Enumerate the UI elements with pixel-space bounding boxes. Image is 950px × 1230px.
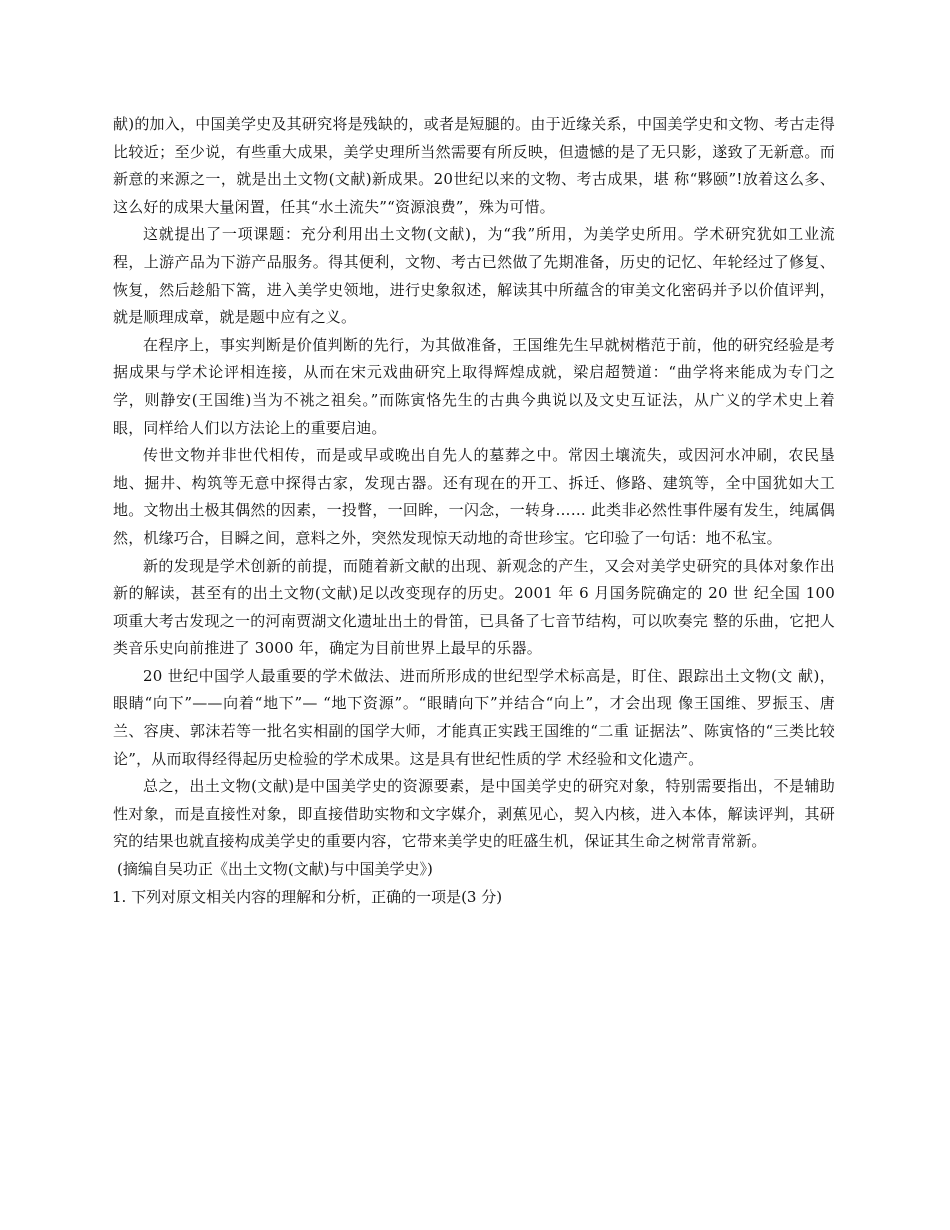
paragraph-4: 传世文物并非世代相传，而是或早或晚出自先人的墓葬之中。常因土壤流失，或因河水冲刷，农民垦地、掘井、构筑等无意中探得古家，发现古器。还有现在的开工、拆迁、修路、建筑等，全中国犹如大工地。文物出土极其偶然的因素，一投瞥，一回眸，一闪念，一转身…… 此类非必然性事件屡有发生，纯属偶然，机缘巧合，目瞬之间，意料之外，突然发现惊天动地的奇世珍宝。它印验了一句话：地不私宝。: [113, 446, 835, 547]
question-1: 1. 下列对原文相关内容的理解和分析，正确的一项是(3 分): [112, 887, 503, 906]
paragraph-1: 献)的加入，中国美学史及其研究将是残缺的，或者是短腿的。由于近缘关系，中国美学史和文物、考古走得比较近；至少说，有些重大成果，美学史理所当然需要有所反映，但遗憾的是了无只影，遂致了无新意。而新意的来源之一，就是出土文物(文献)新成果。20世纪以来的文物、考古成果，堪 称“夥颐”!放着这么多、这么好的成果大量闲置，任其“水土流失”“资源浪费”，殊为可惜。: [113, 115, 835, 216]
paragraph-2: 这就提出了一项课题：充分利用出土文物(文献)，为“我”所用，为美学史所用。学术研究犹如工业流程，上游产品为下游产品服务。得其便利，文物、考古已然做了先期准备，历史的记忆、年轮经过了修复、恢复，然后趁船下篙，进入美学史领地，进行史象叙述，解读其中所蕴含的审美文化密码并予以价值评判，就是顺理成章，就是题中应有之义。: [113, 225, 835, 327]
paragraph-7: 总之，出土文物(文献)是中国美学史的资源要素，是中国美学史的研究对象，特别需要指出，不是辅助性对象，而是直接性对象，即直接借助实物和文字媒介，剥蕉见心，契入内核，进入本体，解读评判，其研究的结果也就直接构成美学史的重要内容，它带来美学史的旺盛生机，保证其生命之树常青常新。: [113, 777, 835, 851]
paragraph-5: 新的发现是学术创新的前提，而随着新文献的出现、新观念的产生，又会对美学史研究的具体对象作出新的解读，甚至有的出土文物(文献)足以改变现存的历史。2001 年 6 月国务院确定的 20 世 纪全国 100 项重大考古发现之一的河南贾湖文化遗址出土的骨笛，已具备了七音节结构，可以吹奏完 整的乐曲，它把人类音乐史向前推进了 3000 年，确定为目前世界上最早的乐器。: [113, 556, 835, 658]
paragraph-6: 20 世纪中国学人最重要的学术做法、进而所形成的世纪型学术标高是，盯住、跟踪出土文物(文 献)，眼睛“向下”——向着“地下”— “地下资源”。“眼睛向下”并结合“向上”，才会出现 像王国维、罗振玉、唐兰、容庚、郭沫若等一批名实相副的国学大师，才能真正实践王国维的“二重 证据法”、陈寅恪的“三类比较论”，从而取得经得起历史检验的学术成果。这是具有世纪性质的学 术经验和文化遗产。: [113, 666, 835, 768]
source-citation: (摘编自吴功正《出土文物(文献)与中国美学史》): [117, 860, 433, 879]
paragraph-3: 在程序上，事实判断是价值判断的先行，为其做准备，王国维先生早就树楷范于前，他的研究经验是考据成果与学术论评相连接，从而在宋元戏曲研究上取得辉煌成就，梁启超赞道：“曲学将来能成为专门之学，则静安(王国维)当为不祧之祖矣。”而陈寅恪先生的古典今典说以及文史互证法，从广义的学术史上着眼，同样给人们以方法论上的重要启迪。: [113, 335, 835, 437]
article-body: [113, 111, 835, 911]
